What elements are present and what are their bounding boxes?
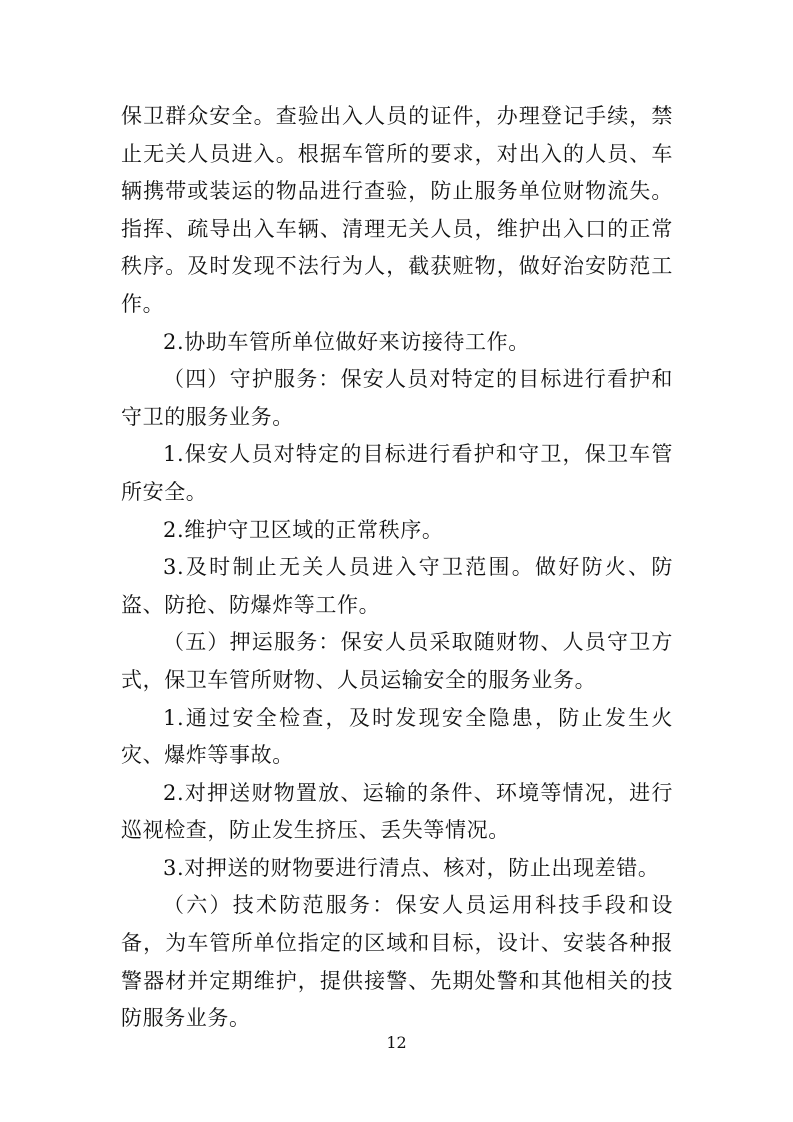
paragraph-item: 2.对押送财物置放、运输的条件、环境等情况，进行巡视检查，防止发生挤压、丢失等情况。 [121, 780, 673, 843]
paragraph-item: 1.保安人员对特定的目标进行看护和守卫，保卫车管所安全。 [121, 442, 673, 504]
paragraph-item: 3.及时制止无关人员进入守卫范围。做好防火、防盗、防抢、防爆炸等工作。 [121, 555, 673, 617]
section-heading-guard-service: （四）守护服务：保安人员对特定的目标进行看护和守卫的服务业务。 [121, 367, 673, 429]
section-heading-escort-service: （五）押运服务：保安人员采取随财物、人员守卫方式，保卫车管所财物、人员运输安全的服务业务。 [121, 630, 673, 692]
paragraph-item: 2.维护守卫区域的正常秩序。 [163, 517, 444, 542]
paragraph-item: 3.对押送的财物要进行清点、核对，防止出现差错。 [163, 855, 660, 880]
section-heading-tech-prevention-service: （六）技术防范服务：保安人员运用科技手段和设备，为车管所单位指定的区域和目标，设计、安装各种报警器材并定期维护，提供接警、先期处警和其他相关的技防服务业务。 [121, 893, 673, 1031]
document-body [121, 98, 673, 1038]
paragraph-item: 2.协助车管所单位做好来访接待工作。 [163, 329, 530, 354]
page-number: 12 [386, 1033, 407, 1052]
paragraph-continuation: 保卫群众安全。查验出入人员的证件，办理登记手续，禁止无关人员进入。根据车管所的要求，对出入的人员、车辆携带或装运的物品进行查验，防止服务单位财物流失。指挥、疏导出入车辆、清理无关人员，维护出入口的正常秩序。及时发现不法行为人，截获赃物，做好治安防范工作。 [121, 104, 673, 316]
paragraph-item: 1.通过安全检查，及时发现安全隐患，防止发生火灾、爆炸等事故。 [121, 705, 673, 768]
